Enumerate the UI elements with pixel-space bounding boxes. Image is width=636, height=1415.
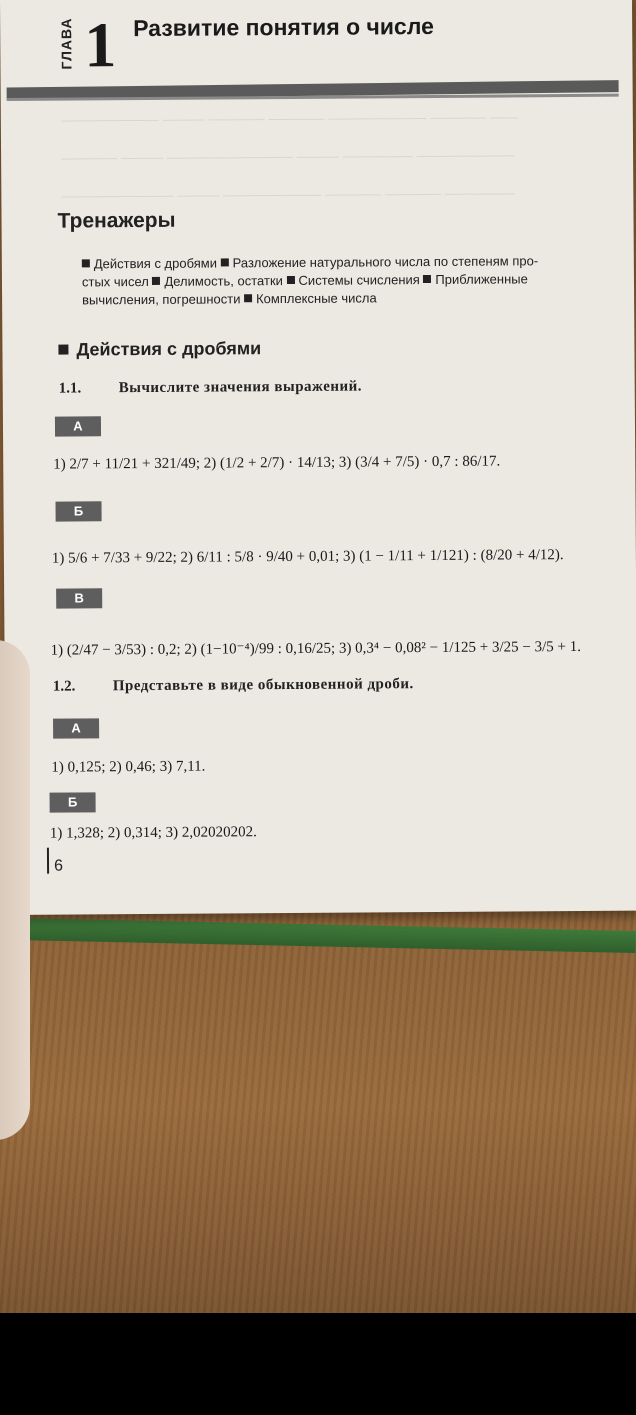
chapter-label: ГЛАВА — [58, 17, 75, 70]
exercise-row-b2: 1) 1,328; 2) 0,314; 3) 2,02020202. — [49, 824, 257, 842]
section-title: Тренажеры — [57, 208, 176, 233]
bleed-through-text: ———— ——— ————————— ——— ————— ——————— — [61, 146, 515, 166]
bullet-icon — [423, 275, 431, 283]
bullet-icon — [82, 259, 90, 267]
topic-fractions: Действия с дробями — [93, 255, 218, 272]
task-text: Вычислите значения выражений. — [118, 378, 363, 397]
topic-divisibility: Делимость, остатки — [164, 273, 283, 289]
bullet-icon — [58, 345, 68, 355]
bullet-icon — [152, 277, 160, 285]
level-badge-a: А — [55, 416, 101, 436]
task-number: 1.2. — [52, 678, 76, 695]
bleed-through-text: ——————— ——— ———— ———— ——————— ———— —— — [60, 108, 519, 128]
exercise-row-c: 1) (2/47 − 3/53) : 0,2; 2) (1−10⁻⁴)/99 : 0,16/25; 3) 0,3⁴ − 0,08² − 1/125 + 3/25 − 3/5 + 1. — [50, 638, 581, 659]
topics-list — [82, 252, 622, 310]
page-number: 6 — [53, 857, 64, 875]
exercise-row-a: 1) 2/7 + 11/21 + 321/49; 2) (1/2 + 2/7) · 14/13; 3) (3/4 + 7/5) · 0,7 : 86/17. — [53, 453, 501, 473]
bleed-through-text: ———————— ——— ——————— ———— ———— ————— — [61, 184, 515, 204]
level-badge-a: А — [53, 718, 99, 738]
bullet-icon — [244, 294, 252, 302]
bullet-icon — [286, 276, 294, 284]
wooden-floor — [0, 900, 636, 1313]
topic-factorization: Разложение натурального числа по степеням про- — [232, 253, 539, 271]
exercise-row-a2: 1) 0,125; 2) 0,46; 3) 7,11. — [51, 758, 206, 776]
level-badge-c: В — [56, 588, 102, 608]
topic-numeral-systems: Системы счисления — [298, 272, 420, 288]
topic-approximate: Приближенные — [435, 271, 528, 287]
topic-factorization-cont: стых чисел — [81, 273, 149, 290]
topic-complex: Комплексные числа — [256, 290, 377, 307]
chapter-title: Развитие понятия о числе — [133, 12, 434, 42]
task-1-1 — [59, 378, 362, 397]
chapter-number: 1 — [84, 9, 117, 81]
exercise-row-b: 1) 5/6 + 7/33 + 9/22; 2) 6/11 : 5/8 · 9/40 + 0,01; 3) (1 − 1/11 + 1/121) : (8/20 + 4/12). — [51, 547, 564, 567]
task-text: Представьте в виде обыкновенной дроби. — [112, 676, 414, 695]
page-number-bar — [47, 848, 49, 874]
topic-approximate-cont: вычисления, погрешности — [82, 291, 241, 308]
bullet-icon — [221, 258, 229, 266]
level-badge-b: Б — [50, 792, 96, 812]
task-1-2 — [53, 676, 414, 696]
task-number: 1.1. — [58, 380, 82, 397]
thumb — [0, 640, 30, 1140]
level-badge-b: Б — [56, 501, 102, 521]
subsection-title: Действия с дробями — [58, 338, 261, 360]
